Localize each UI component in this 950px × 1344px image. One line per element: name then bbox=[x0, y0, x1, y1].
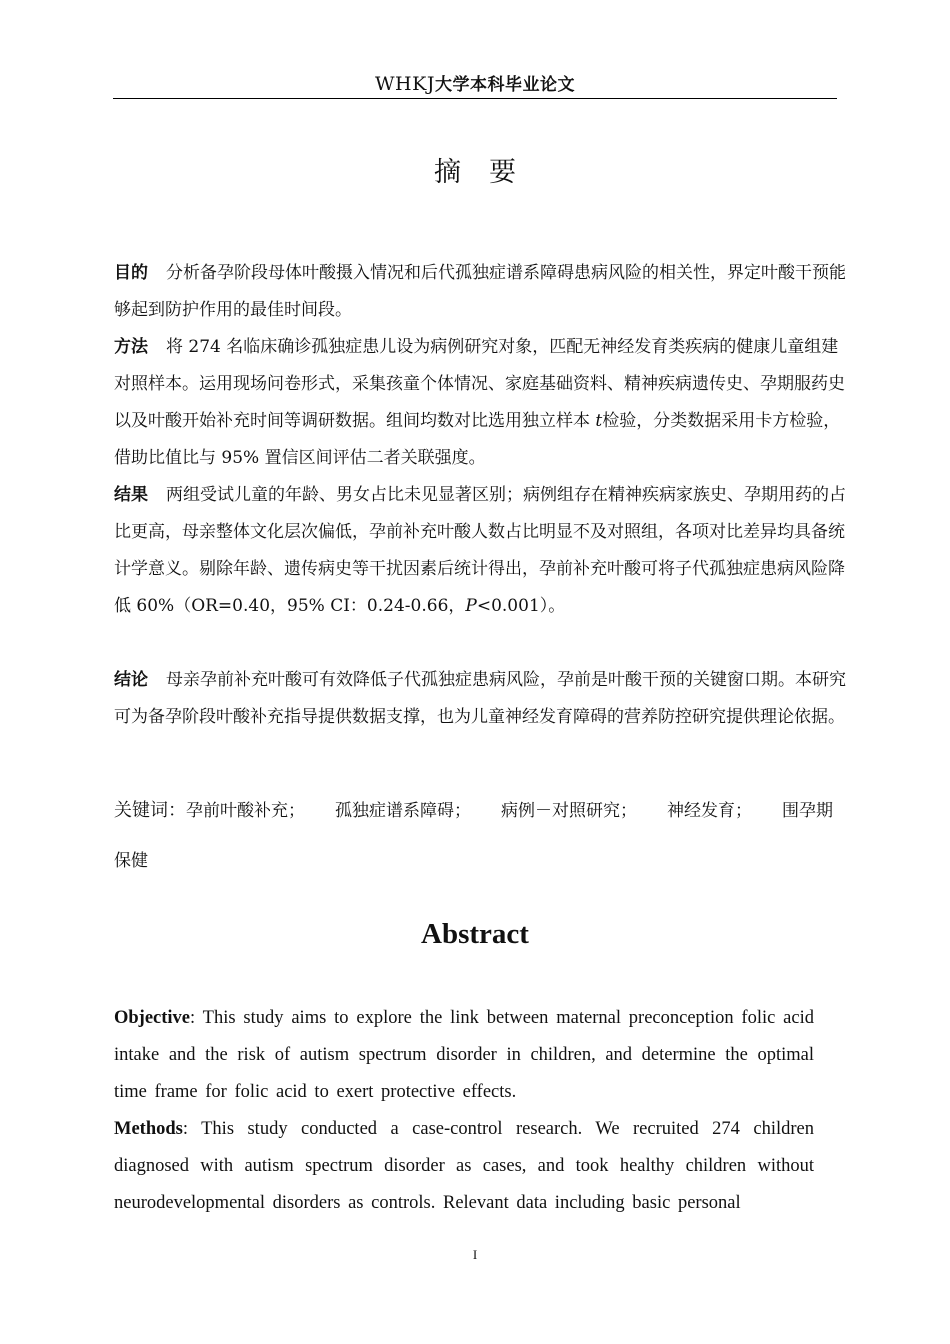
header-rule bbox=[113, 98, 837, 99]
header-title: 大学本科毕业论文 bbox=[434, 75, 575, 95]
header-prefix: WHKJ bbox=[375, 73, 435, 95]
en-objective-paragraph bbox=[114, 1000, 814, 1111]
keyword-item: 神经发育； bbox=[667, 801, 752, 821]
cn-conclusion-label: 结论 bbox=[114, 670, 148, 690]
keyword-item: 孤独症谱系障碍； bbox=[335, 801, 471, 821]
cn-methods-label: 方法 bbox=[114, 337, 148, 357]
cn-results-label: 结果 bbox=[114, 485, 148, 505]
cn-conclusion-paragraph bbox=[114, 662, 846, 736]
cn-methods-paragraph bbox=[114, 329, 846, 477]
en-methods-text: : This study conducted a case-control research. We recruited 274 children diagnosed with autism spectrum disorder as cases, and took healthy children without neurodevelopmental disorders as controls. Relevant data including basic personal bbox=[114, 1119, 814, 1213]
cn-objective-paragraph bbox=[114, 255, 846, 329]
keyword-item: 病例－对照研究； bbox=[501, 801, 637, 821]
en-objective-text: : This study aims to explore the link between maternal preconception folic acid intake and the risk of autism spectrum disorder in children, and determine the optimal time frame for folic acid to exert protective effects. bbox=[114, 1008, 814, 1102]
cn-keywords bbox=[114, 786, 844, 886]
keywords-label: 关键词： bbox=[114, 800, 186, 821]
cn-results-paragraph bbox=[114, 477, 846, 625]
cn-conclusion-text: 母亲孕前补充叶酸可有效降低子代孤独症患病风险，孕前是叶酸干预的关键窗口期。本研究可为备孕阶段叶酸补充指导提供数据支撑，也为儿童神经发育障碍的营养防控研究提供理论依据。 bbox=[114, 670, 846, 727]
p-symbol: P bbox=[465, 596, 477, 616]
cn-objective-text: 分析备孕阶段母体叶酸摄入情况和后代孤独症谱系障碍患病风险的相关性，界定叶酸干预能够起到防护作用的最佳时间段。 bbox=[114, 263, 846, 320]
cn-abstract-title: 摘要 bbox=[434, 157, 544, 188]
cn-results-text-2: <0.001）。 bbox=[476, 596, 566, 616]
t-symbol: t bbox=[595, 411, 603, 431]
en-methods-paragraph bbox=[114, 1111, 814, 1222]
cn-methods-text-2: 检验，分类数据采用卡方检验，借助比值比与 95% 置信区间评估二者关联强度。 bbox=[114, 411, 841, 468]
en-methods-label: Methods bbox=[114, 1119, 183, 1139]
cn-results-text-1: 两组受试儿童的年龄、男女占比未见显著区别；病例组存在精神疾病家族史、孕期用药的占比更高，母亲整体文化层次偏低，孕前补充叶酸人数占比明显不及对照组，各项对比差异均具备统计学意义。剔除年龄、遗传病史等干扰因素后统计得出，孕前补充叶酸可将子代孤独症患病风险降低 60%（OR=0.40，95% CI：0.24-0.66， bbox=[114, 485, 846, 616]
keyword-item: 孕前叶酸补充； bbox=[186, 801, 305, 821]
cn-methods-text-1: 将 274 名临床确诊孤独症患儿设为病例研究对象，匹配无神经发育类疾病的健康儿童组建对照样本。运用现场问卷形式，采集孩童个体情况、家庭基础资料、精神疾病遗传史、孕期服药史以及叶酸开始补充时间等调研数据。组间均数对比选用独立样本 bbox=[114, 337, 845, 431]
page-number: I bbox=[472, 1247, 478, 1262]
running-header bbox=[113, 72, 837, 97]
keyword-item: 围孕期保健 bbox=[114, 801, 833, 871]
en-objective-label: Objective bbox=[114, 1008, 191, 1028]
en-abstract-title: Abstract bbox=[421, 918, 529, 950]
cn-objective-label: 目的 bbox=[114, 263, 148, 283]
